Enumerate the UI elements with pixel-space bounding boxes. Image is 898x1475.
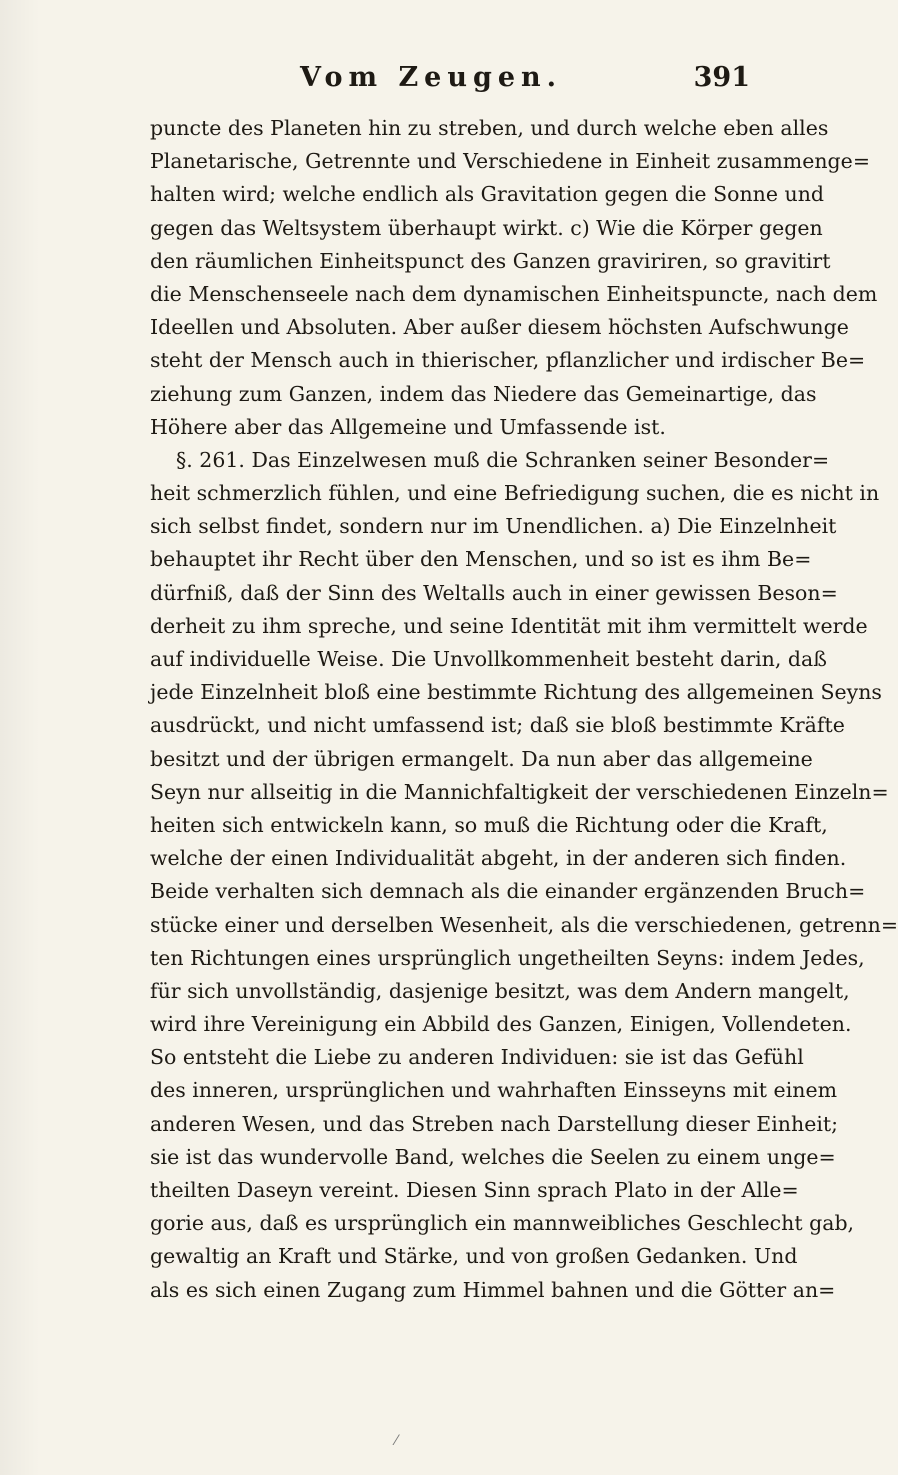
text-line: behauptet ihr Recht über den Menschen, und so ist es ihm Be= [150,547,812,572]
running-title: Vom Zeugen. [300,62,563,93]
text-line: den räumlichen Einheitspunct des Ganzen graviriren, so gravitirt [150,248,831,273]
text-line: ausdrückt, und nicht umfassend ist; daß sie bloß bestimmte Kräfte [150,713,845,738]
text-line: theilten Daseyn vereint. Diesen Sinn sprach Plato in der Alle= [150,1178,799,1202]
text-line: Planetarische, Getrennte und Verschiedene in Einheit zusammenge= [150,149,870,174]
text-line: die Menschenseele nach dem dynamischen Einheitspuncte, nach dem [150,281,878,306]
text-line: Ideellen und Absoluten. Aber außer diesem höchsten Aufschwunge [150,315,849,340]
text-line: dürfniß, daß der Sinn des Weltalls auch in einer gewissen Beson= [150,580,838,605]
text-line: auf individuelle Weise. Die Unvollkommenheit besteht darin, daß [150,647,827,671]
text-line: ten Richtungen eines ursprünglich ungetheilten Seyns: indem Jedes, [150,945,865,970]
text-line: anderen Wesen, und das Streben nach Darstellung dieser Einheit; [150,1111,839,1136]
text-line: gegen das Weltsystem überhaupt wirkt. c) Wie die Körper gegen [150,215,823,240]
text-line: heiten sich entwickeln kann, so muß die Richtung oder die Kraft, [150,812,828,837]
text-line: puncte des Planeten hin zu streben, und durch welche eben alles [150,116,829,140]
text-line: sich selbst findet, sondern nur im Unendlichen. a) Die Einzelnheit [150,514,837,539]
text-line: ziehung zum Ganzen, indem das Niedere das Gemeinartige, das [150,381,817,406]
footer-mark: ⁄ [395,1433,398,1449]
text-line: jede Einzelnheit bloß eine bestimmte Richtung des allgemeinen Seyns [150,680,882,705]
text-line: Höhere aber das Allgemeine und Umfassende ist. [150,414,666,439]
text-line: stücke einer und derselben Wesenheit, als die verschiedenen, getrenn= [150,912,898,937]
page-number: 391 [693,62,750,93]
text-line: Seyn nur allseitig in die Mannichfaltigkeit der verschiedenen Einzeln= [150,779,889,804]
text-line: sie ist das wundervolle Band, welches die Seelen zu einem unge= [150,1144,836,1169]
text-line: für sich unvollständig, dasjenige besitzt, was dem Andern mangelt, [150,978,850,1003]
text-line: welche der einen Individualität abgeht, in der anderen sich finden. [150,846,847,871]
text-line: derheit zu ihm spreche, und seine Identität mit ihm vermittelt werde [150,613,868,638]
text-line: halten wird; welche endlich als Gravitation gegen die Sonne und [150,182,825,207]
text-line: besitzt und der übrigen ermangelt. Da nun aber das allgemeine [150,746,813,771]
text-line: als es sich einen Zugang zum Himmel bahnen und die Götter an= [150,1277,836,1302]
text-line: gorie aus, daß es ursprünglich ein mannweibliches Geschlecht gab, [150,1211,855,1236]
page-header [150,62,750,102]
text-line: wird ihre Vereinigung ein Abbild des Ganzen, Einigen, Vollendeten. [150,1012,852,1037]
text-line: gewaltig an Kraft und Stärke, und von großen Gedanken. Und [150,1244,798,1269]
text-line: des inneren, ursprünglichen und wahrhaften Einsseyns mit einem [150,1078,838,1103]
text-line: heit schmerzlich fühlen, und eine Befriedigung suchen, die es nicht in [150,481,880,506]
text-line: steht der Mensch auch in thierischer, pflanzlicher und irdischer Be= [150,348,866,373]
body-text [150,112,898,1307]
paragraph-start-line: §. 261. Das Einzelwesen muß die Schranken seiner Besonder= [176,447,830,472]
text-line: So entsteht die Liebe zu anderen Individuen: sie ist das Gefühl [150,1045,804,1070]
text-line: Beide verhalten sich demnach als die einander ergänzenden Bruch= [150,879,866,904]
